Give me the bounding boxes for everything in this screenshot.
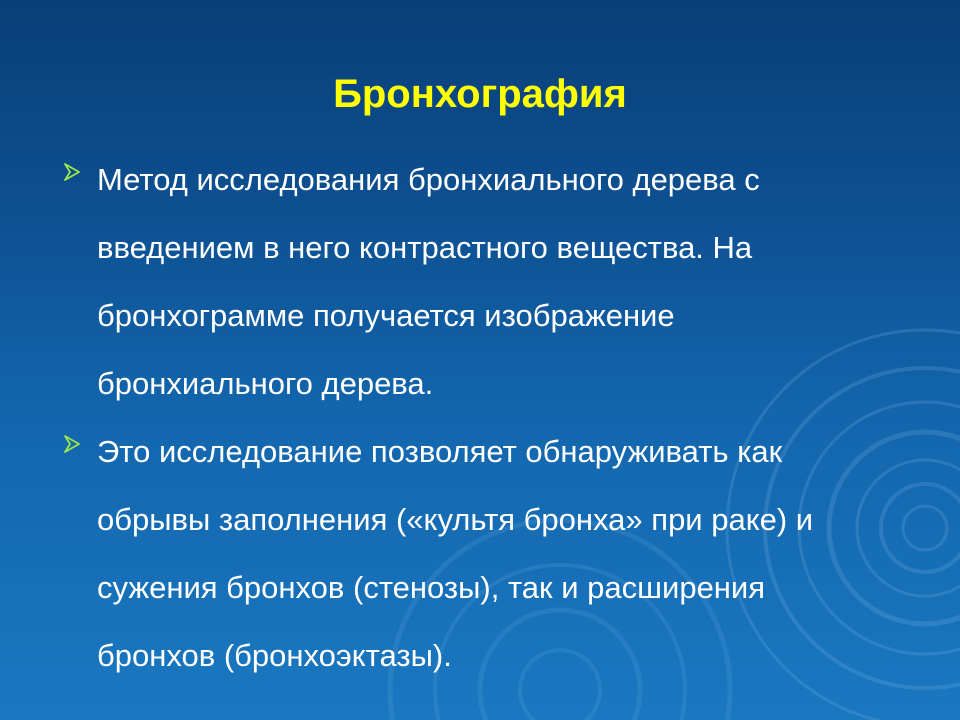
arrowhead-bullet-icon	[62, 434, 82, 454]
bullet-text: Это исследование позволяет обнаруживать как обрывы заполнения («культя бронха» при раке) и сужения бронхов (стенозы), так и расширения бронхов (бронхоэктазы).	[97, 434, 814, 673]
slide-title: Бронхография	[333, 72, 627, 116]
arrowhead-bullet-icon	[62, 162, 82, 182]
bullet-text: Метод исследования бронхиального дерева с введением в него контрастного вещества. На бронхограмме получается изображение бронхиального дерева.	[97, 162, 760, 401]
